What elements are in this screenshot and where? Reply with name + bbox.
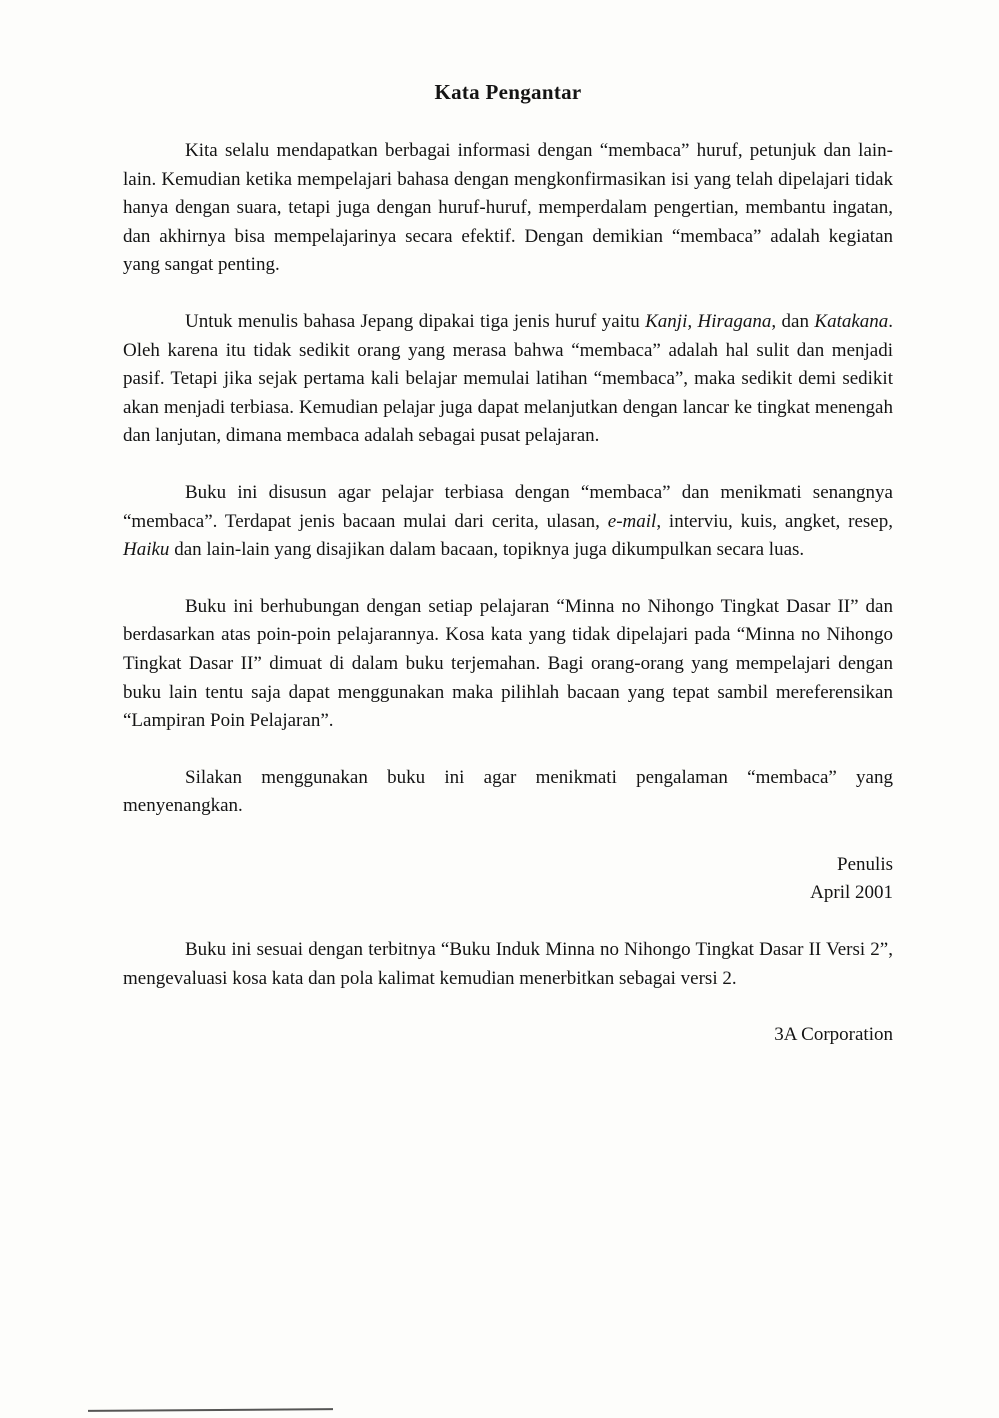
paragraph-2: Untuk menulis bahasa Jepang dipakai tiga jenis huruf yaitu Kanji, Hiragana, dan Katakana. Oleh karena itu tidak sedikit orang yang merasa bahwa “membaca” adalah hal sulit dan menjadi pasif. Tetapi jika sejak pertama kali belajar memulai latihan “membaca”, maka sedikit demi sedikit akan menjadi terbiasa. Kemudian pelajar juga dapat melanjutkan dengan lancar ke tingkat menengah dan lanjutan, dimana membaca adalah sebagai pusat pelajaran. xyxy=(123,310,894,447)
signature-block xyxy=(123,851,893,908)
page-title: Kata Pengantar xyxy=(434,80,582,104)
paragraph-3: Buku ini disusun agar pelajar terbiasa dengan “membaca” dan menikmati senangnya “membaca”. Terdapat jenis bacaan mulai dari cerita, ulasan, e-mail, interviu, kuis, angket, resep, Haiku dan lain-lain yang disajikan dalam bacaan, topiknya juga dikumpulkan secara luas. xyxy=(123,481,893,561)
paragraph-5: Silakan menggunakan buku ini agar menikmati pengalaman “membaca” yang menyenangkan. xyxy=(123,766,893,817)
scan-artifact-line xyxy=(88,1408,333,1412)
paragraph-1: Kita selalu mendapatkan berbagai informasi dengan “membaca” huruf, petunjuk dan lain-lain. Kemudian ketika mempelajari bahasa dengan mengkonfirmasikan isi yang telah dipelajari tidak hanya dengan suara, tetapi juga dengan huruf-huruf, memperdalam pengertian, membantu ingatan, dan akhirnya bisa mempelajarinya secara efektif. Dengan demikian “membaca” adalah kegiatan yang sangat penting. xyxy=(123,140,893,276)
paragraph-6: Buku ini sesuai dengan terbitnya “Buku Induk Minna no Nihongo Tingkat Dasar II Versi 2”, mengevaluasi kosa kata dan pola kalimat kemudian menerbitkan sebagai versi 2. xyxy=(123,939,893,989)
company-name: 3A Corporation xyxy=(774,1024,893,1046)
signature-author: Penulis xyxy=(837,853,893,875)
paragraph-4: Buku ini berhubungan dengan setiap pelajaran “Minna no Nihongo Tingkat Dasar II” dan berdasarkan atas poin-poin pelajarannya. Kosa kata yang tidak dipelajari pada “Minna no Nihongo Tingkat Dasar II” dimuat di dalam buku terjemahan. Bagi orang-orang yang mempelajari dengan buku lain tentu saja dapat menggunakan maka pilihlah bacaan yang tepat sambil mereferensikan “Lampiran Poin Pelajaran”. xyxy=(123,595,893,732)
signature-date: April 2001 xyxy=(810,882,893,904)
